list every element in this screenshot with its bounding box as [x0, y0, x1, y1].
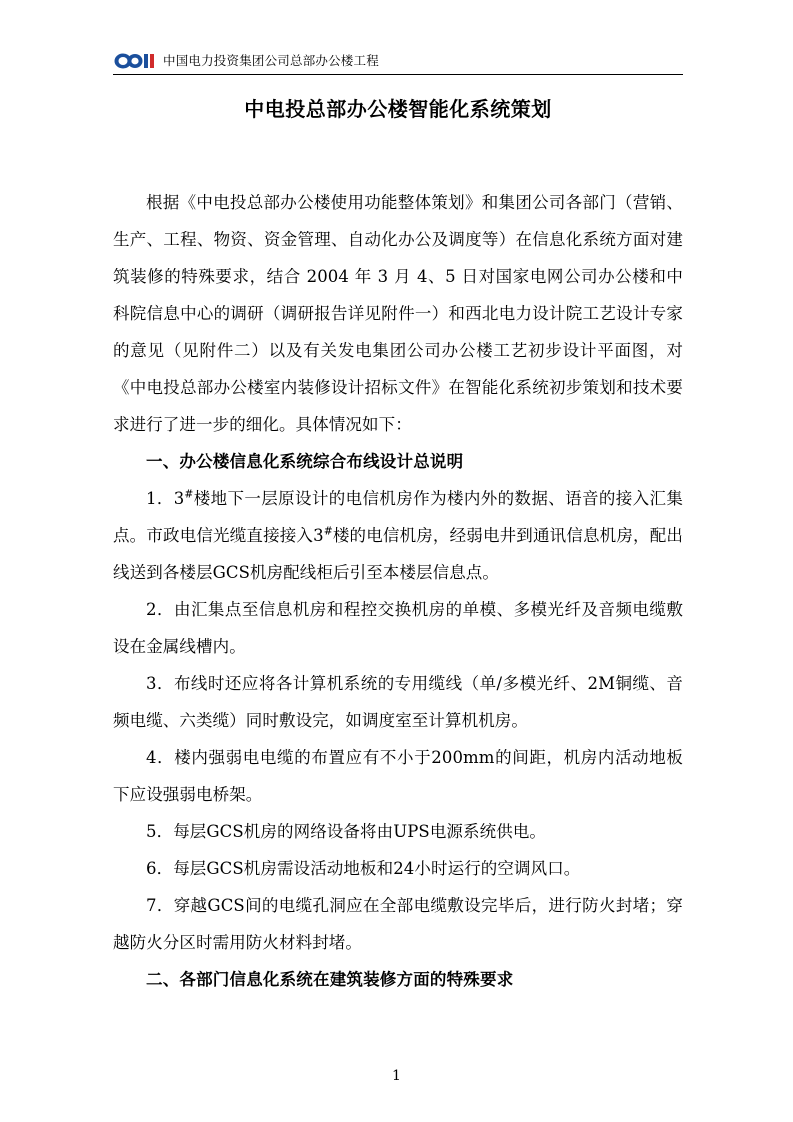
- cpi-logo-icon: [113, 52, 157, 70]
- header-title: 中国电力投资集团公司总部办公楼工程: [163, 52, 379, 68]
- page-title: 中电投总部办公楼智能化系统策划: [244, 97, 552, 121]
- page-header: [113, 48, 683, 78]
- title-spacer: [113, 138, 683, 184]
- document-body: [113, 92, 683, 998]
- paragraph-intro: 根据《中电投总部办公楼使用功能整体策划》和集团公司各部门（营销、生产、工程、物资、资金管理、自动化办公及调度等）在信息化系统方面对建筑装修的特殊要求，结合 2004 年 3 月 4、5 日对国家电网公司办公楼和中科院信息中心的调研（调研报告详见附件一）和西北电力设计院工艺设计专家的意见（见附件二）以及有关发电集团公司办公楼工艺初步设计平面图，对《中电投总部办公楼室内装修设计招标文件》在智能化系统初步策划和技术要求进行了进一步的细化。具体情况如下：: [113, 193, 683, 434]
- paragraph-item-6: 6．每层GCS机房需设活动地板和24小时运行的空调风口。: [146, 859, 581, 878]
- paragraph-item-7: 7．穿越GCS间的电缆孔洞应在全部电缆敷设完毕后，进行防火封堵；穿越防火分区时需用防火材料封堵。: [113, 896, 683, 952]
- section-heading-1: 一、办公楼信息化系统综合布线设计总说明: [146, 452, 464, 471]
- header-divider: [113, 74, 683, 75]
- paragraph-item-4: 4．楼内强弱电电缆的布置应有不小于200mm的间距，机房内活动地板下应设强弱电桥架。: [113, 748, 683, 804]
- paragraph-item-3: 3．布线时还应将各计算机系统的专用缆线（单/多模光纤、2M铜缆、音频电缆、六类缆）同时敷设完，如调度室至计算机机房。: [113, 674, 683, 730]
- section-heading-2: 二、各部门信息化系统在建筑装修方面的特殊要求: [146, 970, 514, 989]
- paragraph-item-5: 5．每层GCS机房的网络设备将由UPS电源系统供电。: [146, 822, 547, 841]
- paragraph-item-1: 1．3#楼地下一层原设计的电信机房作为楼内外的数据、语音的接入汇集点。市政电信光缆直接接入3#楼的电信机房，经弱电井到通讯信息机房，配出线送到各楼层GCS机房配线柜后引至本楼层信息点。: [113, 487, 683, 582]
- page-number: 1: [392, 1068, 401, 1084]
- paragraph-item-2: 2．由汇集点至信息机房和程控交换机房的单模、多模光纤及音频电缆敷设在金属线槽内。: [113, 600, 683, 656]
